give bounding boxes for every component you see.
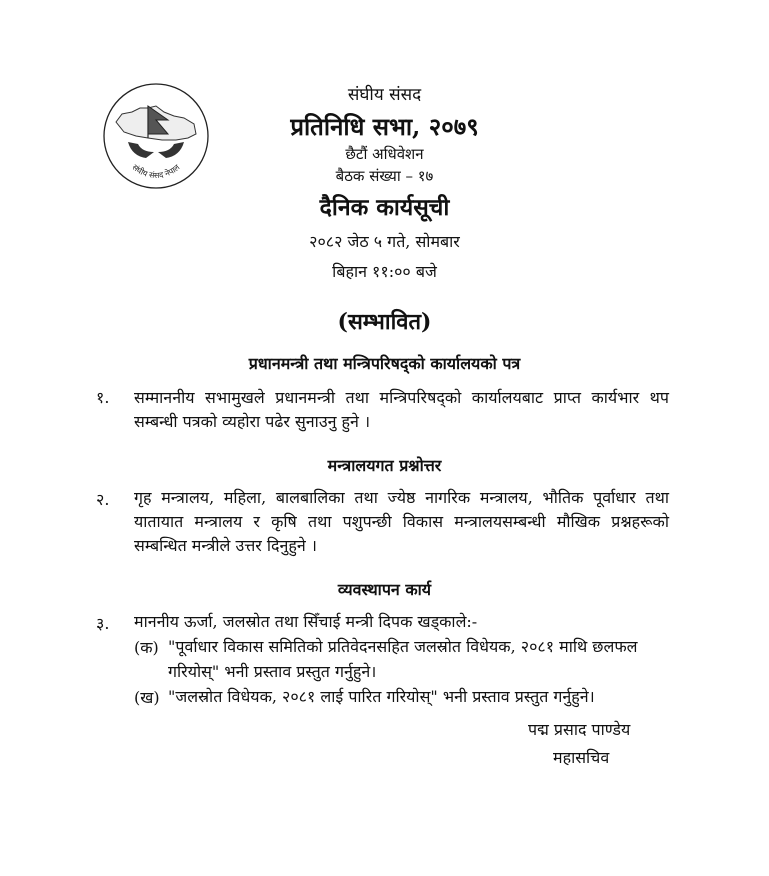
section-heading-legislation: व्यवस्थापन कार्य (337, 580, 432, 599)
section-heading-question-answer: मन्त्रालयगत प्रश्नोत्तर (327, 456, 442, 475)
subitem-text: "पूर्वाधार विकास समितिको प्रतिवेदनसहित जलस्रोत विधेयक, २०८१ माथि छलफल गरियोस्" भनी प्रस्ताव प्रस्तुत गर्नुहुने। (168, 637, 638, 681)
meeting-number: बैठक संख्या – १७ (335, 167, 434, 185)
emblem-text: संघीय संसद नेपाल (130, 162, 182, 181)
agenda-item-text: माननीय ऊर्जा, जलस्रोत तथा सिँचाई मन्त्री दिपक खड्काले:- (134, 612, 478, 631)
item-number: २. (96, 490, 110, 509)
agenda-item-text: सम्माननीय सभामुखले प्रधानमन्त्री तथा मन्त्रिपरिषद्को कार्यालयबाट प्राप्त कार्यभार थप सम्बन्धी पत्रको व्यहोरा पढेर सुनाउनु हुने । (134, 388, 669, 431)
section-heading-pm-office: प्रधानमन्त्री तथा मन्त्रिपरिषद्को कार्यालयको पत्र (248, 354, 521, 373)
page-title: दैनिक कार्यसूची (319, 194, 450, 221)
subitem-label: (ख) (134, 688, 160, 707)
item-number: १. (96, 388, 110, 407)
house-title: प्रतिनिधि सभा, २०७९ (290, 112, 479, 141)
session-label: छैटौं अधिवेशन (345, 145, 424, 163)
item-number: ३. (96, 614, 110, 633)
meeting-time: बिहान ११:०० बजे (332, 262, 437, 281)
meeting-date: २०८२ जेठ ५ गते, सोमबार (309, 232, 460, 251)
signatory-name: पद्म प्रसाद पाण्डेय (528, 720, 631, 739)
status-label: (सम्भावित) (337, 309, 432, 335)
subitem-label: (क) (134, 638, 159, 657)
signatory-designation: महासचिव (553, 748, 610, 767)
org-name: संघीय संसद (347, 85, 422, 105)
subitem-text: "जलस्रोत विधेयक, २०८१ लाई पारित गरियोस्" भनी प्रस्ताव प्रस्तुत गर्नुहुने। (168, 687, 595, 706)
agenda-item-text: गृह मन्त्रालय, महिला, बालबालिका तथा ज्येष्ठ नागरिक मन्त्रालय, भौतिक पूर्वाधार तथा यातायात मन्त्रालय र कृषि तथा पशुपन्छी विकास मन्त्रालयसम्बन्धी मौखिक प्रश्नहरूको सम्बन्धित मन्त्रीले उत्तर दिनुहुने । (134, 488, 669, 555)
